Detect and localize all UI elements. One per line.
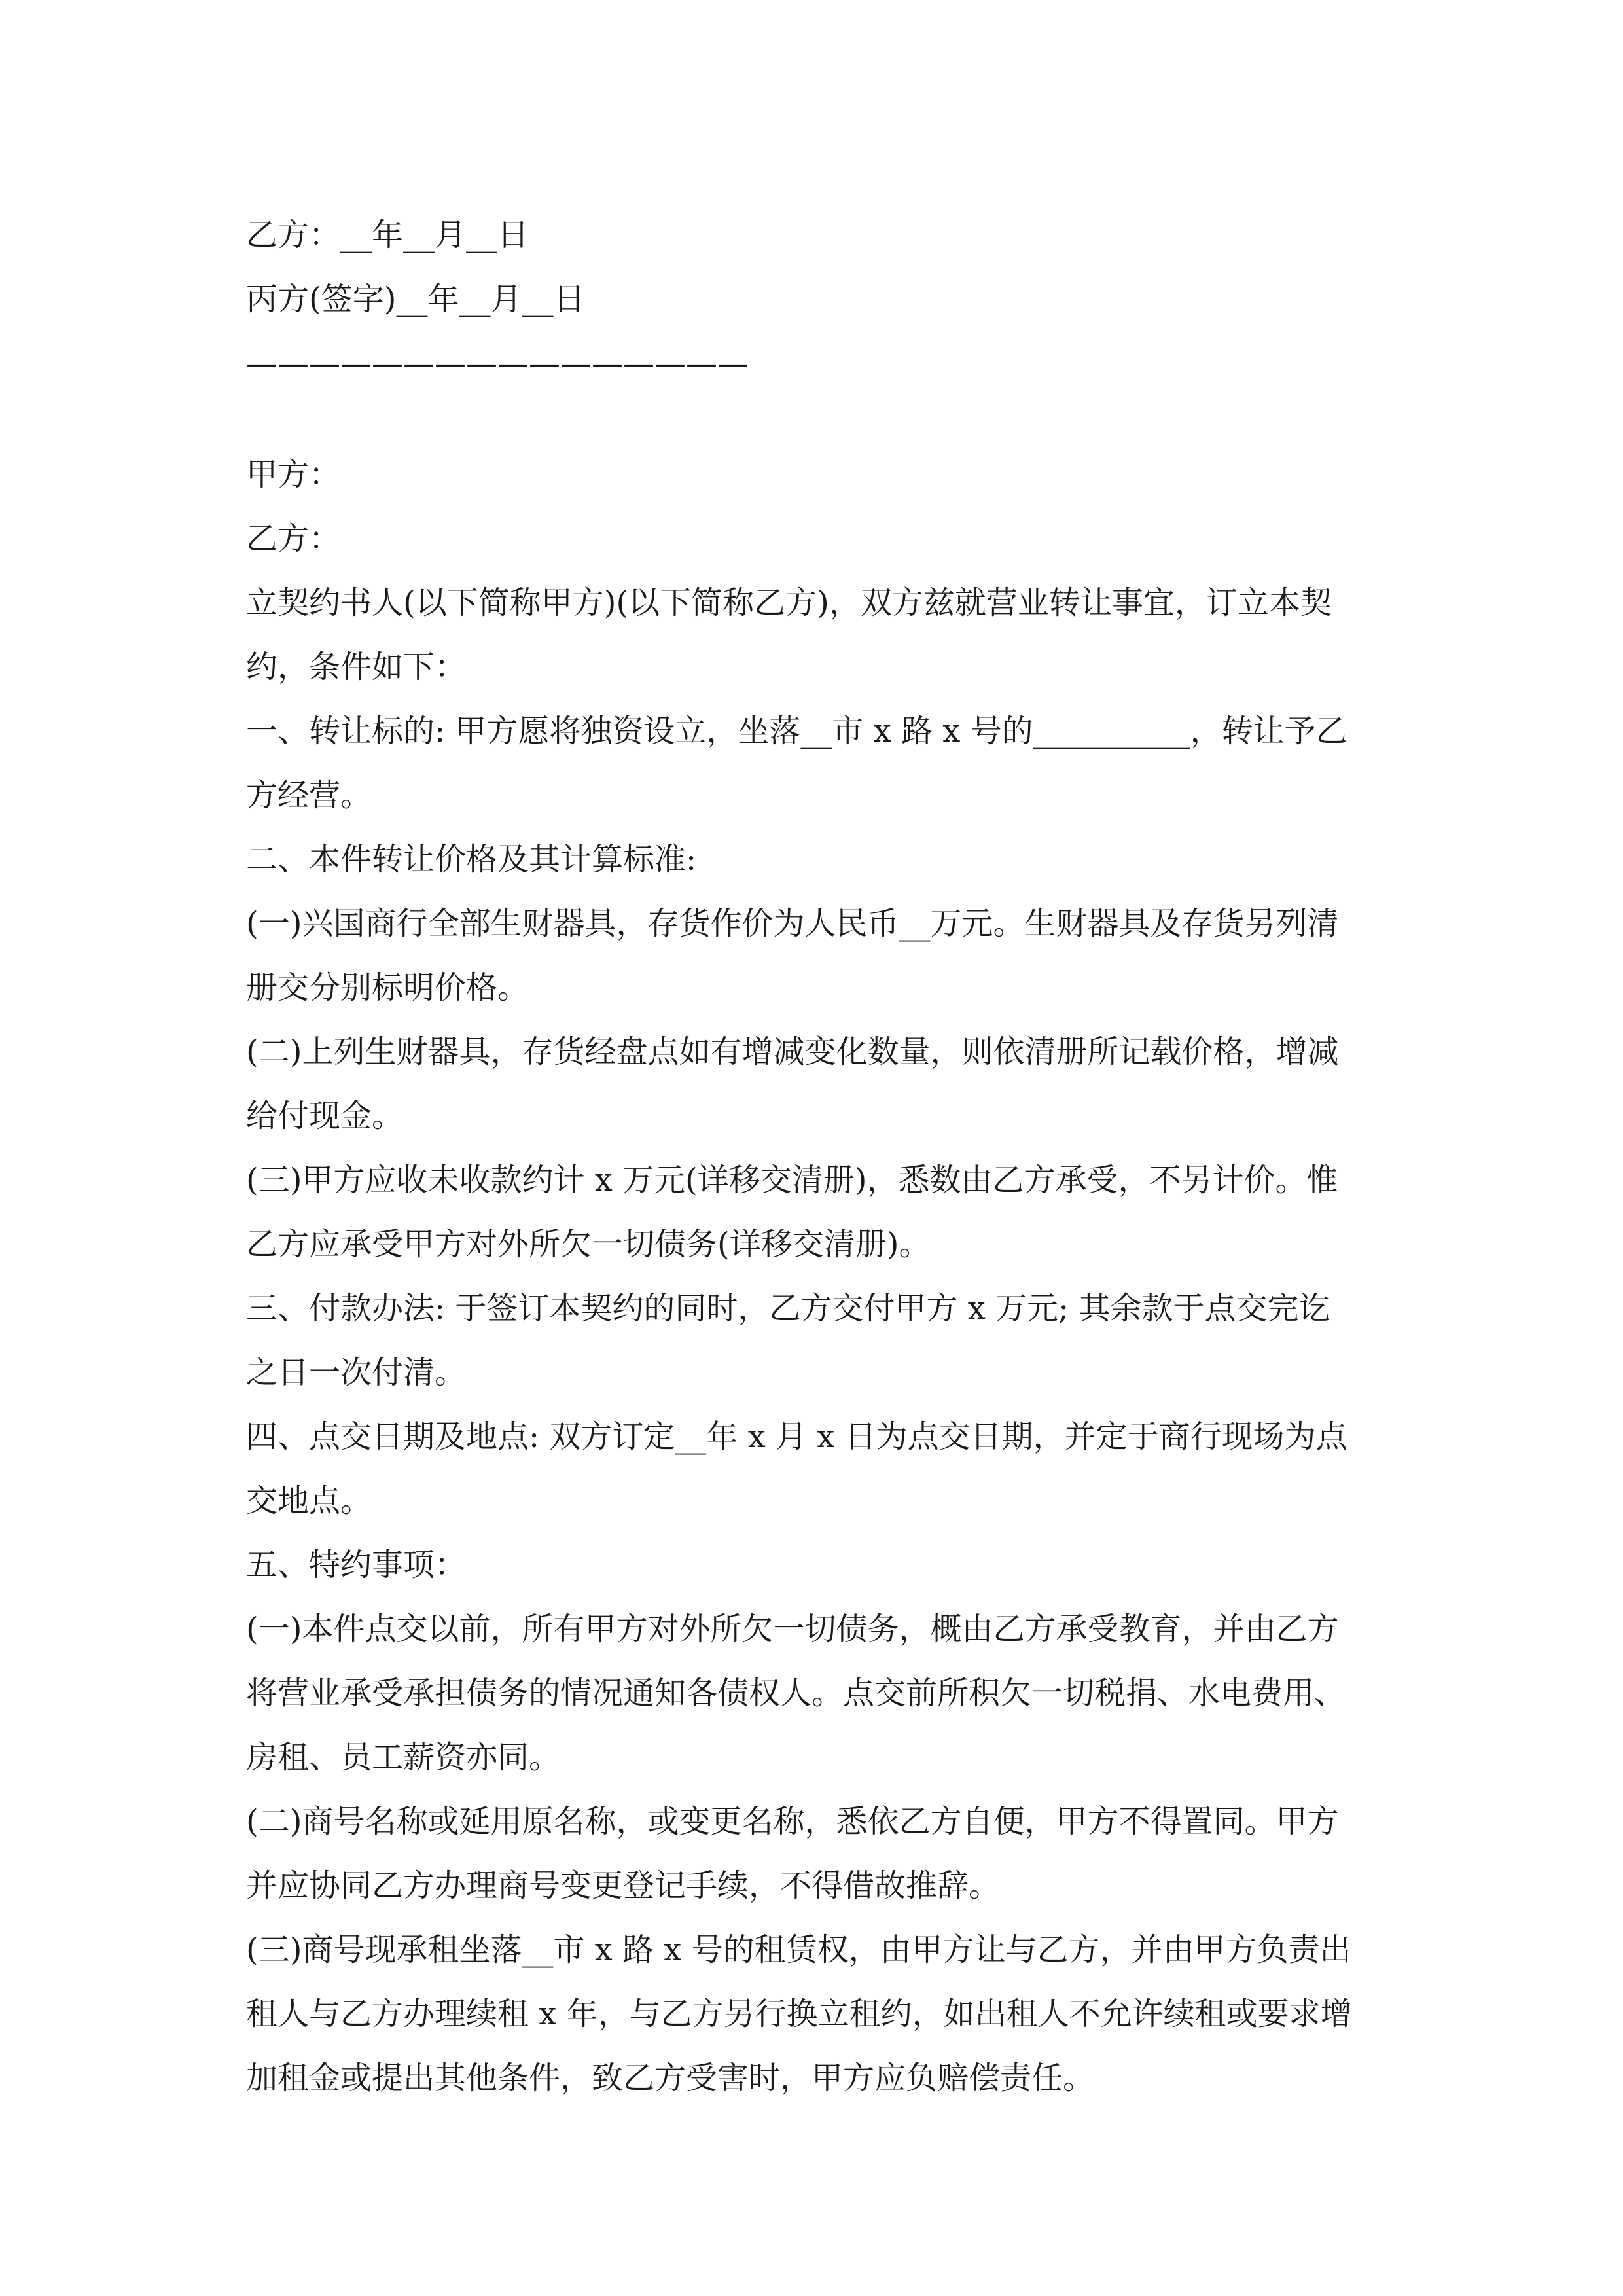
text-line: 乙方： [246, 520, 341, 557]
text-line: 约，条件如下： [246, 649, 467, 685]
text-line: 四、点交日期及地点: 双方订定__年 x 月 x 日为点交日期，并定于商行现场为点 [246, 1418, 1347, 1455]
text-line: (三)商号现承租坐落__市 x 路 x 号的租赁权，由甲方让与乙方，并由甲方负责出 [246, 1931, 1351, 1968]
text-line: 租人与乙方办理续租 x 年，与乙方另行换立租约，如出租人不允许续租或要求增 [246, 1996, 1352, 2032]
document-body [246, 203, 1398, 2110]
text-line: 并应协同乙方办理商号变更登记手续，不得借故推辞。 [246, 1867, 1001, 1904]
text-line: 一、转让标的: 甲方愿将独资设立，坐落__市 x 路 x 号的__________，转让予乙 [246, 713, 1347, 749]
text-line: 给付现金。 [246, 1098, 404, 1134]
text-line: 房租、员工薪资亦同。 [246, 1739, 561, 1776]
text-line: 加租金或提出其他条件，致乙方受害时，甲方应负赔偿责任。 [246, 2060, 1095, 2096]
text-line: 之日一次付清。 [246, 1354, 467, 1391]
text-line: 册交分别标明价格。 [246, 969, 529, 1006]
text-line: 丙方(签字)__年__月__日 [246, 281, 585, 317]
blank-line [246, 395, 1398, 442]
text-line: 五、特约事项： [246, 1547, 467, 1583]
text-line: 交地点。 [246, 1482, 372, 1519]
text-line: (二)商号名称或延用原名称，或变更名称，悉依乙方自便，甲方不得置同。甲方 [246, 1803, 1339, 1840]
text-line: 二、本件转让价格及其计算标准: [246, 841, 697, 878]
text-line: (三)甲方应收未收款约计 x 万元(详移交清册)，悉数由乙方承受，不另计价。惟 [246, 1162, 1338, 1198]
text-line: 将营业承受承担债务的情况通知各债权人。点交前所积欠一切税捐、水电费用、 [246, 1675, 1346, 1712]
text-line: (二)上列生财器具，存货经盘点如有增减变化数量，则依清册所记载价格，增减 [246, 1033, 1339, 1070]
separator-line: ———————————————— [246, 345, 749, 382]
text-line: 甲方： [246, 456, 341, 493]
text-line: 立契约书人(以下简称甲方)(以下简称乙方)，双方兹就营业转让事宜，订立本契 [246, 584, 1332, 621]
text-line: 乙方：__年__月__日 [246, 217, 529, 253]
text-line: 乙方应承受甲方对外所欠一切债务(详移交清册)。 [246, 1226, 931, 1263]
text-line: (一)本件点交以前，所有甲方对外所欠一切债务，概由乙方承受教育，并由乙方 [246, 1611, 1339, 1647]
text-line: 三、付款办法: 于签订本契约的同时，乙方交付甲方 x 万元; 其余款于点交完讫 [246, 1290, 1330, 1327]
text-line: 方经营。 [246, 777, 372, 814]
text-line: (一)兴国商行全部生财器具，存货作价为人民币__万元。生财器具及存货另列清 [246, 905, 1339, 942]
